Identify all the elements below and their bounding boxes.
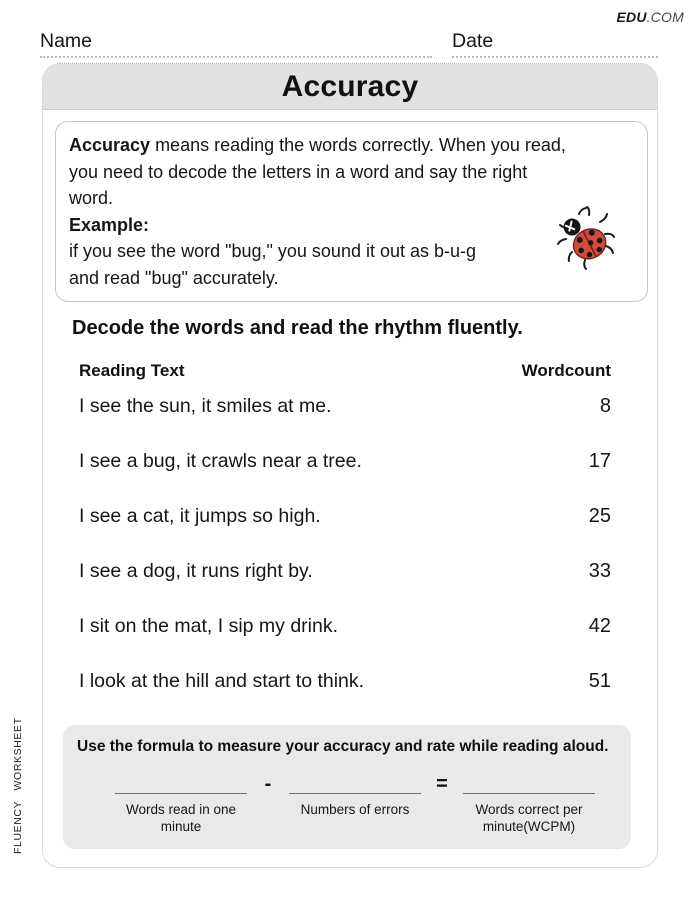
intro-line: you need to decode the letters in a word and say the right	[69, 161, 528, 182]
intro-box	[55, 121, 648, 302]
name-field[interactable]	[40, 30, 432, 58]
minus-operator: -	[264, 773, 272, 795]
column-wordcount: Wordcount	[521, 361, 611, 380]
formula-term	[289, 767, 421, 818]
intro-line: word.	[69, 188, 114, 208]
formula-box	[63, 725, 631, 849]
wordcount-cell: 33	[588, 560, 611, 582]
table-header	[79, 361, 611, 381]
reading-table	[79, 361, 611, 693]
worksheet-card	[42, 63, 658, 868]
reading-text-cell: I see a cat, it jumps so high.	[79, 505, 321, 527]
name-label: Name	[40, 30, 93, 52]
formula-term-label: Numbers of errors	[300, 802, 410, 817]
equals-operator: =	[436, 773, 448, 795]
brand-suffix-text: .COM	[646, 9, 684, 25]
wordcount-cell: 42	[588, 615, 611, 637]
wordcount-cell: 51	[588, 670, 611, 692]
table-row	[79, 560, 611, 583]
title-band	[43, 64, 657, 110]
brand-logo	[616, 9, 684, 25]
reading-text-cell: I see the sun, it smiles at me.	[79, 395, 332, 417]
table-row	[79, 395, 611, 418]
brand-bold-text: EDU	[616, 9, 647, 25]
intro-line: Example:	[69, 214, 150, 235]
intro-line: Accuracy means reading the words correctly. When you read,	[69, 135, 566, 155]
wordcount-cell: 17	[588, 450, 611, 472]
reading-text-cell: I see a bug, it crawls near a tree.	[79, 450, 362, 472]
date-field[interactable]	[452, 30, 658, 58]
formula-blank-line[interactable]	[289, 767, 421, 794]
intro-text	[69, 132, 633, 291]
reading-text-cell: I sit on the mat, I sip my drink.	[79, 615, 339, 637]
wordcount-cell: 25	[588, 505, 611, 527]
formula-term-label: Words read in one minute	[125, 802, 237, 834]
formula-instruction: Use the formula to measure your accuracy and rate while reading aloud.	[77, 738, 609, 755]
date-label: Date	[452, 30, 494, 52]
reading-text-cell: I see a dog, it runs right by.	[79, 560, 313, 582]
formula-term	[463, 767, 595, 835]
formula-term-label: Words correct per minute(WCPM)	[475, 802, 583, 834]
table-row	[79, 505, 611, 528]
table-row	[79, 670, 611, 693]
worksheet-type-label: FLUENCY WORKSHEET	[12, 717, 24, 854]
page-title: Accuracy	[281, 69, 419, 103]
table-row	[79, 615, 611, 638]
column-reading-text: Reading Text	[79, 361, 185, 380]
section-instruction: Decode the words and read the rhythm fluently.	[72, 317, 523, 339]
wordcount-cell: 8	[599, 395, 611, 417]
intro-line: and read "bug" accurately.	[69, 267, 279, 288]
ladybug-icon	[555, 206, 617, 272]
formula-row	[115, 767, 617, 835]
reading-text-cell: I look at the hill and start to think.	[79, 670, 365, 692]
table-row	[79, 450, 611, 473]
intro-line: if you see the word "bug," you sound it out as b-u-g	[69, 241, 477, 261]
formula-term	[115, 767, 247, 835]
formula-blank-line[interactable]	[463, 767, 595, 794]
table-body	[79, 395, 611, 693]
formula-blank-line[interactable]	[115, 767, 247, 794]
